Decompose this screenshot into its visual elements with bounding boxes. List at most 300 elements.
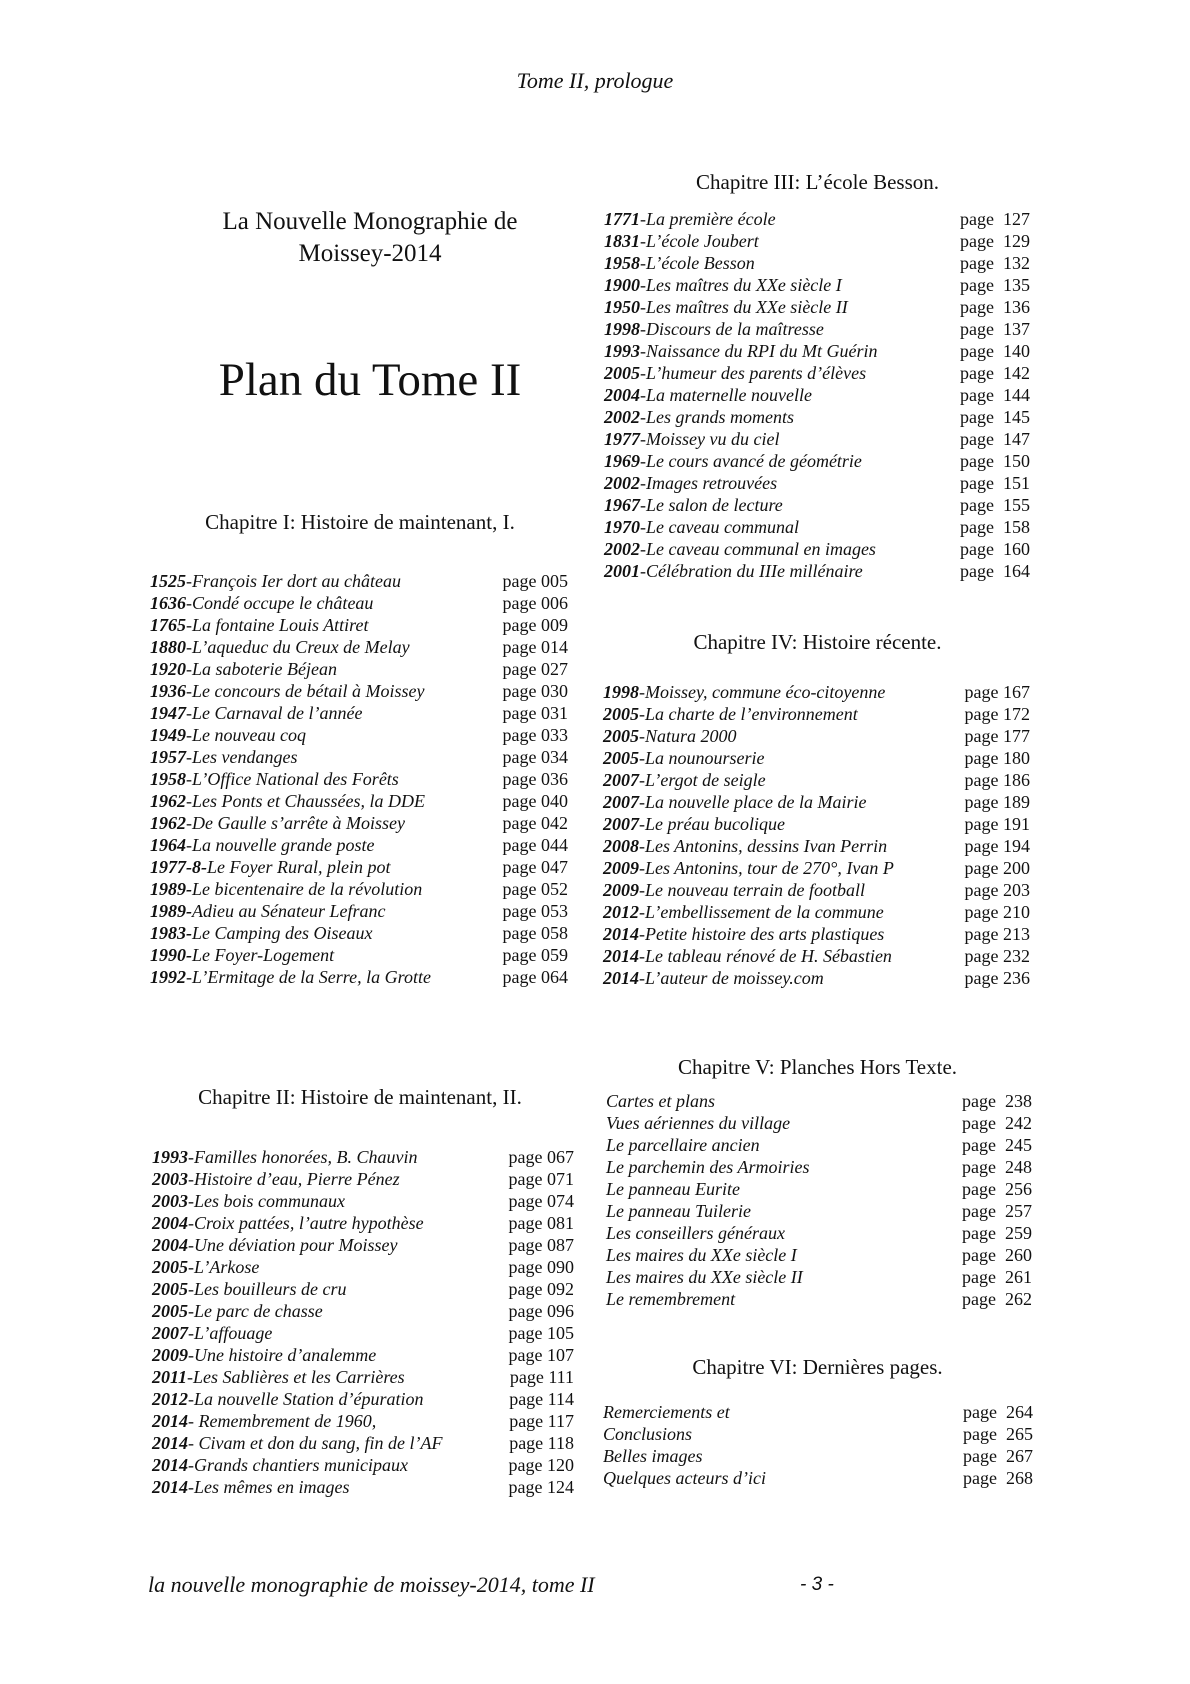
toc-entry <box>603 813 1030 835</box>
toc-entry-year: 1525 <box>150 571 186 591</box>
toc-entry-year: 2014 <box>603 946 639 966</box>
toc-entry-title <box>604 516 799 538</box>
toc-entry <box>604 472 1030 494</box>
toc-entry-year: 2004 <box>152 1213 188 1233</box>
toc-entry-title <box>604 296 848 318</box>
toc-entry-page: page 232 <box>964 946 1030 966</box>
toc-entry-page: page 034 <box>502 747 568 767</box>
toc-entry-title <box>152 1410 376 1432</box>
toc-entry-title <box>604 538 876 560</box>
toc-entry <box>603 747 1030 769</box>
toc-entry-page: page 090 <box>508 1257 574 1277</box>
toc-entry-page: page 144 <box>960 385 1030 405</box>
toc-entry-page: page 267 <box>963 1446 1033 1466</box>
toc-entry <box>152 1256 574 1278</box>
toc-entry-page: page 059 <box>502 945 568 965</box>
toc-entry-text: -Le nouveau coq <box>186 725 306 745</box>
toc-entry <box>606 1222 1032 1244</box>
toc-entry-text: -Le caveau communal en images <box>640 539 876 559</box>
toc-entry-year: 1992 <box>150 967 186 987</box>
toc-entry-title <box>150 834 374 856</box>
toc-entry <box>604 318 1030 340</box>
toc-entry-year: 2005 <box>152 1257 188 1277</box>
toc-entry-year: 2014 <box>152 1477 188 1497</box>
toc-entry-page: page 155 <box>960 495 1030 515</box>
toc-entry <box>152 1432 574 1454</box>
toc-entry-title <box>604 252 755 274</box>
toc-entry-text: -La nouvelle grande poste <box>186 835 375 855</box>
toc-entry-text: -Discours de la maîtresse <box>640 319 824 339</box>
toc-entry-page: page 265 <box>963 1424 1033 1444</box>
toc-entry-title <box>603 725 737 747</box>
toc-entry-text: -Les Antonins, tour de 270°, Ivan P <box>639 858 894 878</box>
toc-entry-text: -L’école Besson <box>640 253 755 273</box>
toc-entry-title <box>604 472 777 494</box>
toc-entry-text: -La maternelle nouvelle <box>640 385 812 405</box>
toc-entry-title <box>603 703 858 725</box>
toc-entry-text: -Grands chantiers municipaux <box>188 1455 408 1475</box>
toc-entry-text: -Une histoire d’analemme <box>188 1345 377 1365</box>
toc-entry-text: -Les grands moments <box>640 407 795 427</box>
toc-entry-year: 1920 <box>150 659 186 679</box>
toc-entry-year: 2014 <box>152 1433 188 1453</box>
toc-entry-year: 2009 <box>603 858 639 878</box>
toc-entry <box>150 878 568 900</box>
chapter-6-heading: Chapitre VI: Dernières pages. <box>692 1355 943 1379</box>
toc-entry-year: 2002 <box>604 539 640 559</box>
toc-entry-title <box>152 1190 345 1212</box>
toc-entry-title <box>150 680 424 702</box>
toc-entry <box>150 592 568 614</box>
toc-entry-title <box>150 900 385 922</box>
toc-entry-page: page 268 <box>963 1468 1033 1488</box>
toc-entry-page: page 129 <box>960 231 1030 251</box>
toc-entry-title <box>152 1212 424 1234</box>
toc-entry-text: -Les mêmes en images <box>188 1477 350 1497</box>
toc-entry-page: page 164 <box>960 561 1030 581</box>
toc-entry-text: - Remembrement de 1960, <box>188 1411 377 1431</box>
toc-entry-title <box>603 769 766 791</box>
toc-entry <box>604 494 1030 516</box>
toc-entry-title <box>603 1467 766 1489</box>
toc-entry-title <box>606 1090 715 1112</box>
toc-entry-text: -Les vendanges <box>186 747 298 767</box>
toc-entry-text: Le panneau Eurite <box>606 1179 740 1199</box>
toc-entry <box>152 1476 574 1498</box>
toc-entry-text: Le remembrement <box>606 1289 736 1309</box>
toc-entry <box>603 835 1030 857</box>
toc-entry-title <box>603 1445 702 1467</box>
toc-entry-text: -Le nouveau terrain de football <box>639 880 865 900</box>
toc-entry <box>152 1190 574 1212</box>
toc-entry <box>152 1278 574 1300</box>
toc-entry <box>152 1300 574 1322</box>
chapter-3-toc <box>604 208 1030 582</box>
chapter-6-toc <box>603 1401 1033 1489</box>
toc-entry-title <box>150 790 425 812</box>
toc-entry-page: page 136 <box>960 297 1030 317</box>
toc-entry <box>150 834 568 856</box>
toc-entry-title <box>152 1344 376 1366</box>
toc-entry-text: -L’école Joubert <box>640 231 759 251</box>
toc-entry-page: page 127 <box>960 209 1030 229</box>
toc-entry-title <box>603 813 785 835</box>
toc-entry <box>606 1178 1032 1200</box>
toc-entry-year: 2002 <box>604 473 640 493</box>
toc-entry <box>152 1168 574 1190</box>
toc-entry-text: Remerciements et <box>603 1402 730 1422</box>
toc-entry-year: 1831 <box>604 231 640 251</box>
toc-entry <box>603 1401 1033 1423</box>
toc-entry-page: page 064 <box>502 967 568 987</box>
toc-entry-text: -La nounourserie <box>639 748 765 768</box>
toc-entry-text: -Le préau bucolique <box>639 814 785 834</box>
toc-entry-year: 1957 <box>150 747 186 767</box>
toc-entry-page: page 040 <box>502 791 568 811</box>
toc-entry-title <box>152 1278 346 1300</box>
toc-entry-year: 1967 <box>604 495 640 515</box>
toc-entry-title <box>150 856 390 878</box>
toc-entry <box>152 1344 574 1366</box>
toc-entry-title <box>152 1366 405 1388</box>
toc-entry-year: 2005 <box>604 363 640 383</box>
toc-entry <box>603 791 1030 813</box>
toc-entry-year: 2004 <box>604 385 640 405</box>
toc-entry-title <box>604 450 862 472</box>
toc-entry-title <box>603 835 887 857</box>
toc-entry-page: page 264 <box>963 1402 1033 1422</box>
toc-entry-year: 2005 <box>603 704 639 724</box>
toc-entry-page: page 087 <box>508 1235 574 1255</box>
toc-entry-text: Le Foyer Rural, plein pot <box>207 857 391 877</box>
toc-entry <box>150 746 568 768</box>
toc-entry-year: 1969 <box>604 451 640 471</box>
toc-entry-page: page 142 <box>960 363 1030 383</box>
toc-entry-year: 2009 <box>603 880 639 900</box>
toc-entry-title <box>150 570 401 592</box>
toc-entry-year: 2005 <box>152 1279 188 1299</box>
toc-entry-year: 1950 <box>604 297 640 317</box>
toc-entry-page: page 132 <box>960 253 1030 273</box>
toc-entry-title <box>603 791 866 813</box>
toc-entry-title <box>152 1388 423 1410</box>
toc-entry-text: -La nouvelle place de la Mairie <box>639 792 867 812</box>
toc-entry-page: page 074 <box>508 1191 574 1211</box>
toc-entry-text: -Les Antonins, dessins Ivan Perrin <box>639 836 888 856</box>
toc-entry-text: -Le parc de chasse <box>188 1301 323 1321</box>
toc-entry-page: page 177 <box>964 726 1030 746</box>
toc-entry-text: -Une déviation pour Moissey <box>188 1235 398 1255</box>
toc-entry-title <box>604 230 759 252</box>
toc-entry-title <box>152 1476 349 1498</box>
toc-entry <box>603 967 1030 989</box>
toc-entry-text: -Moissey vu du ciel <box>640 429 780 449</box>
toc-entry-text: -Images retrouvées <box>640 473 778 493</box>
toc-entry-text: -La saboterie Béjean <box>186 659 337 679</box>
toc-entry <box>150 658 568 680</box>
toc-entry <box>606 1134 1032 1156</box>
toc-entry-year: 2003 <box>152 1169 188 1189</box>
toc-entry-text: Conclusions <box>603 1424 693 1444</box>
toc-entry-year: 2009 <box>152 1345 188 1365</box>
toc-entry-page: page 210 <box>964 902 1030 922</box>
toc-entry-text: -L’Ermitage de la Serre, la Grotte <box>186 967 431 987</box>
toc-entry-page: page 117 <box>509 1411 574 1431</box>
toc-entry-page: page 118 <box>509 1433 574 1453</box>
toc-entry-title <box>152 1322 272 1344</box>
toc-entry-text: Cartes et plans <box>606 1091 716 1111</box>
toc-entry-title <box>606 1134 760 1156</box>
toc-entry-page: page 120 <box>508 1455 574 1475</box>
toc-entry-year: 1989- <box>150 879 192 899</box>
toc-entry-text: -François Ier dort au château <box>186 571 401 591</box>
toc-entry-year: 1947 <box>150 703 186 723</box>
toc-entry <box>604 384 1030 406</box>
toc-entry-page: page 238 <box>962 1091 1032 1111</box>
toc-entry-title <box>150 878 422 900</box>
toc-entry-year: 2005 <box>603 726 639 746</box>
toc-entry-page: page 042 <box>502 813 568 833</box>
toc-entry-page: page 137 <box>960 319 1030 339</box>
toc-entry <box>152 1366 574 1388</box>
toc-entry-text: Quelques acteurs d’ici <box>603 1468 766 1488</box>
toc-entry <box>152 1410 574 1432</box>
toc-entry-page: page 105 <box>508 1323 574 1343</box>
toc-entry <box>150 922 568 944</box>
toc-entry-year: 1949 <box>150 725 186 745</box>
toc-entry <box>152 1454 574 1476</box>
toc-entry-title <box>150 966 431 988</box>
toc-entry <box>152 1388 574 1410</box>
toc-entry-title <box>604 428 779 450</box>
toc-entry-page: page 071 <box>508 1169 574 1189</box>
chapter-1-toc <box>150 570 568 988</box>
toc-entry-page: page 067 <box>508 1147 574 1167</box>
toc-entry-text: -L’ergot de seigle <box>639 770 766 790</box>
book-title-line1: La Nouvelle Monographie de <box>222 208 518 235</box>
toc-entry-page: page 245 <box>962 1135 1032 1155</box>
toc-entry <box>606 1156 1032 1178</box>
toc-entry <box>150 614 568 636</box>
toc-entry <box>150 944 568 966</box>
toc-entry-text: -L’affouage <box>188 1323 273 1343</box>
toc-entry-page: page 027 <box>502 659 568 679</box>
toc-entry-page: page 096 <box>508 1301 574 1321</box>
toc-entry-page: page 167 <box>964 682 1030 702</box>
toc-entry-page: page 257 <box>962 1201 1032 1221</box>
toc-entry-year: 2007 <box>603 814 639 834</box>
toc-entry-text: -Natura 2000 <box>639 726 737 746</box>
toc-entry <box>150 900 568 922</box>
toc-entry-text: Vues aériennes du village <box>606 1113 791 1133</box>
toc-entry-text: Le Camping des Oiseaux <box>192 923 373 943</box>
toc-entry-year: 2012 <box>603 902 639 922</box>
chapter-2-heading: Chapitre II: Histoire de maintenant, II. <box>198 1085 522 1109</box>
toc-entry-title <box>603 1423 692 1445</box>
toc-entry-page: page 262 <box>962 1289 1032 1309</box>
toc-entry <box>604 274 1030 296</box>
toc-entry <box>150 768 568 790</box>
toc-entry <box>604 362 1030 384</box>
toc-entry-page: page 009 <box>502 615 568 635</box>
toc-entry-year: 2014 <box>152 1411 188 1431</box>
toc-entry-title <box>606 1112 790 1134</box>
toc-entry-title <box>606 1156 809 1178</box>
toc-entry-text: -Le caveau communal <box>640 517 799 537</box>
toc-entry-text: -Histoire d’eau, Pierre Pénez <box>188 1169 400 1189</box>
toc-entry-page: page 111 <box>509 1367 574 1387</box>
toc-entry-page: page 014 <box>502 637 568 657</box>
toc-entry-year: 1977-8- <box>150 857 207 877</box>
toc-entry-title <box>150 812 405 834</box>
toc-entry-text: -Moissey, commune éco-citoyenne <box>639 682 886 702</box>
toc-entry <box>603 879 1030 901</box>
toc-entry-title <box>603 1401 730 1423</box>
toc-entry-year: 2014 <box>152 1455 188 1475</box>
toc-entry-text: -Le concours de bétail à Moissey <box>186 681 425 701</box>
toc-entry-title <box>603 857 894 879</box>
toc-entry-title <box>606 1200 751 1222</box>
toc-entry <box>606 1112 1032 1134</box>
toc-entry-year: 1880 <box>150 637 186 657</box>
toc-entry-title <box>604 318 824 340</box>
chapter-4-heading: Chapitre IV: Histoire récente. <box>693 630 942 654</box>
toc-entry-page: page 030 <box>502 681 568 701</box>
toc-entry-page: page 172 <box>964 704 1030 724</box>
toc-entry-year: 1970 <box>604 517 640 537</box>
toc-entry-year: 1900 <box>604 275 640 295</box>
toc-entry-year: 1636 <box>150 593 186 613</box>
toc-entry <box>606 1200 1032 1222</box>
toc-entry-text: -Le salon de lecture <box>640 495 783 515</box>
toc-entry-title <box>150 768 399 790</box>
toc-entry-text: -Condé occupe le château <box>186 593 374 613</box>
toc-entry-text: -La charte de l’environnement <box>639 704 858 724</box>
toc-entry-title <box>150 944 334 966</box>
toc-entry-page: page 058 <box>502 923 568 943</box>
toc-entry-title <box>150 658 337 680</box>
running-head: Tome II, prologue <box>516 68 674 93</box>
toc-entry-year: 1989- <box>150 901 192 921</box>
toc-entry-page: page 033 <box>502 725 568 745</box>
toc-entry-text: -Les bois communaux <box>188 1191 345 1211</box>
toc-entry-page: page 200 <box>964 858 1030 878</box>
chapter-1-heading: Chapitre I: Histoire de maintenant, I. <box>205 510 515 534</box>
toc-entry-title <box>603 879 865 901</box>
toc-entry-text: Belles images <box>603 1446 703 1466</box>
toc-entry-year: 2001 <box>604 561 640 581</box>
toc-entry-page: page 194 <box>964 836 1030 856</box>
toc-entry-page: page 107 <box>508 1345 574 1365</box>
toc-entry <box>603 1467 1033 1489</box>
toc-entry-title <box>604 208 776 230</box>
toc-entry-title <box>152 1256 259 1278</box>
toc-entry <box>604 296 1030 318</box>
toc-entry-text: -Petite histoire des arts plastiques <box>639 924 885 944</box>
toc-entry-title <box>604 384 812 406</box>
toc-entry-year: 2003 <box>152 1191 188 1211</box>
toc-entry-page: page 180 <box>964 748 1030 768</box>
toc-entry-year: 1958 <box>150 769 186 789</box>
toc-entry-year: 2002 <box>604 407 640 427</box>
toc-entry-text: -Le tableau rénové de H. Sébastien <box>639 946 892 966</box>
toc-entry-text: -De Gaulle s’arrête à Moissey <box>186 813 405 833</box>
toc-entry-page: page 242 <box>962 1113 1032 1133</box>
toc-entry-page: page 203 <box>964 880 1030 900</box>
toc-entry-text: -Le cours avancé de géométrie <box>640 451 862 471</box>
toc-entry-text: Le Foyer-Logement <box>192 945 335 965</box>
toc-entry-year: 2007 <box>603 792 639 812</box>
toc-entry-title <box>150 592 373 614</box>
toc-entry-title <box>152 1234 397 1256</box>
toc-entry-text: -Le Carnaval de l’année <box>186 703 363 723</box>
toc-entry-page: page 145 <box>960 407 1030 427</box>
toc-entry-text: -La fontaine Louis Attiret <box>186 615 369 635</box>
toc-entry-text: -Les maîtres du XXe siècle II <box>640 297 848 317</box>
toc-entry-year: 1771 <box>604 209 640 229</box>
toc-entry-title <box>150 636 410 658</box>
toc-entry-title <box>152 1300 323 1322</box>
toc-entry-title <box>604 340 877 362</box>
toc-entry-year: 2007 <box>603 770 639 790</box>
toc-entry-title <box>604 494 783 516</box>
toc-entry <box>150 966 568 988</box>
toc-entry <box>604 538 1030 560</box>
toc-entry <box>603 703 1030 725</box>
plan-title: Plan du Tome II <box>218 354 522 406</box>
toc-entry-page: page 256 <box>962 1179 1032 1199</box>
book-title-line2: Moissey-2014 <box>298 240 442 267</box>
toc-entry-page: page 052 <box>502 879 568 899</box>
toc-entry-year: 1983- <box>150 923 192 943</box>
toc-entry-year: 1990- <box>150 945 192 965</box>
toc-entry-year: 2007 <box>152 1323 188 1343</box>
toc-entry-year: 1998 <box>603 682 639 702</box>
toc-entry-title <box>606 1288 735 1310</box>
toc-entry-page: page 135 <box>960 275 1030 295</box>
toc-entry-page: page 260 <box>962 1245 1032 1265</box>
toc-entry <box>604 428 1030 450</box>
toc-entry-title <box>150 922 372 944</box>
toc-entry-page: page 186 <box>964 770 1030 790</box>
toc-entry-title <box>603 901 884 923</box>
toc-entry <box>603 1423 1033 1445</box>
toc-entry-title <box>604 560 863 582</box>
toc-entry <box>606 1266 1032 1288</box>
toc-entry <box>604 208 1030 230</box>
toc-entry-title <box>152 1454 408 1476</box>
toc-entry-year: 1962 <box>150 813 186 833</box>
toc-entry-title <box>603 747 765 769</box>
toc-entry <box>603 681 1030 703</box>
toc-entry <box>603 901 1030 923</box>
toc-entry <box>150 724 568 746</box>
toc-entry-year: 1993 <box>604 341 640 361</box>
toc-entry-text: -L’auteur de moissey.com <box>639 968 824 988</box>
toc-entry-page: page 005 <box>502 571 568 591</box>
toc-entry <box>603 945 1030 967</box>
toc-entry-title <box>606 1244 797 1266</box>
toc-entry-text: -L’Arkose <box>188 1257 260 1277</box>
toc-entry-text: Le parcellaire ancien <box>606 1135 760 1155</box>
toc-entry <box>604 340 1030 362</box>
toc-entry-text: Le panneau Tuilerie <box>606 1201 751 1221</box>
toc-entry-page: page 047 <box>502 857 568 877</box>
chapter-5-toc <box>606 1090 1032 1310</box>
toc-entry-year: 1958 <box>604 253 640 273</box>
toc-entry-year: 2014 <box>603 968 639 988</box>
toc-entry-text: -L’aqueduc du Creux de Melay <box>186 637 410 657</box>
